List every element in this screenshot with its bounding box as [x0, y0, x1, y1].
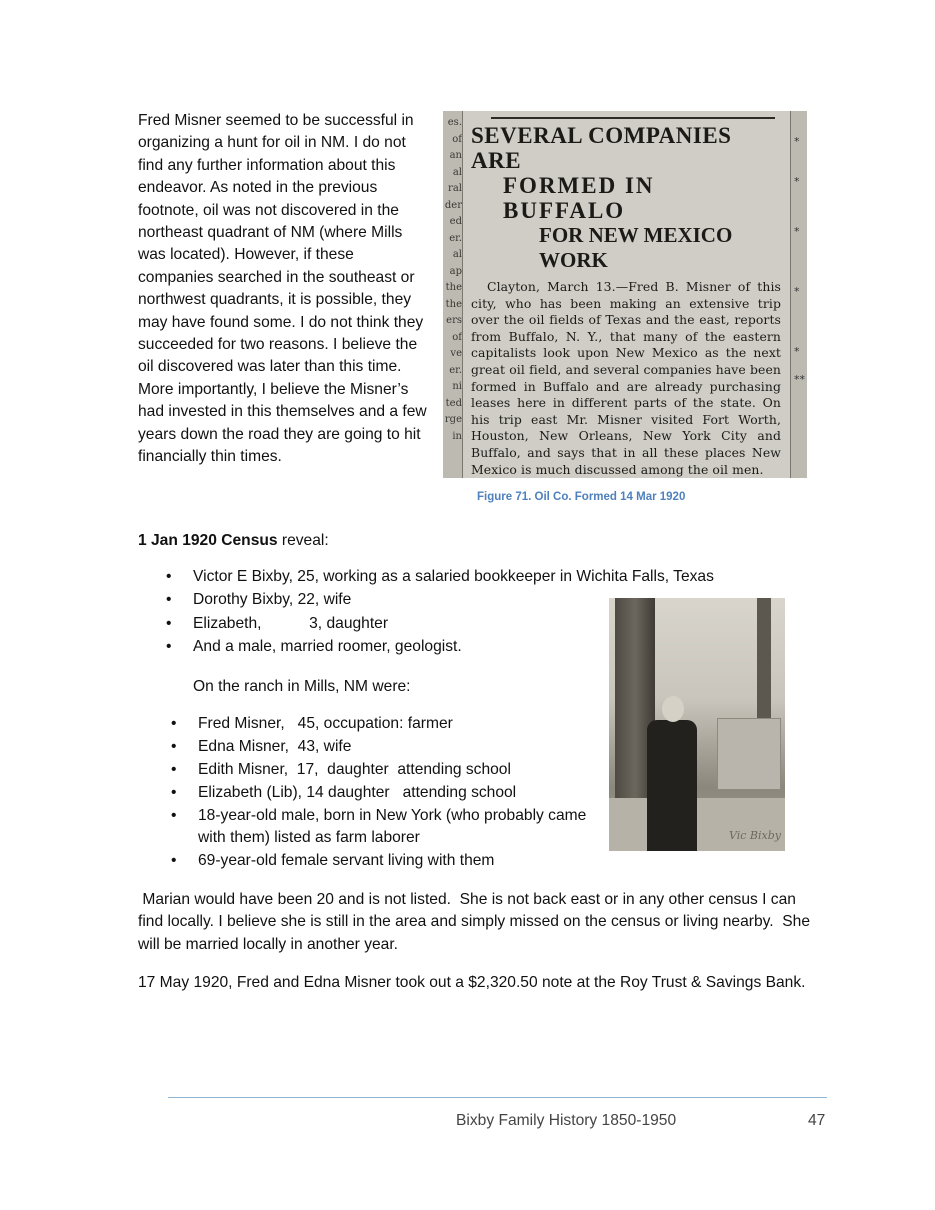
photo-person-body — [647, 720, 697, 851]
list-item: • Fred Misner, 45, occupation: farmer — [138, 713, 588, 735]
list-item: • Edna Misner, 43, wife — [138, 736, 588, 758]
clipping-rule — [491, 117, 775, 119]
footer-title: Bixby Family History 1850-1950 — [456, 1112, 677, 1129]
adjacent-column-edge-right: * * * * * ** — [790, 111, 807, 478]
photo-house — [717, 718, 781, 790]
census-heading — [138, 530, 329, 552]
clipping-headline-2: FORMED IN BUFFALO — [503, 173, 655, 223]
census-heading-date: 1 Jan 1920 Census — [138, 532, 278, 549]
clipping-headline-3: FOR NEW MEXICO WORK — [539, 223, 733, 272]
list-item: • Elizabeth (Lib), 14 daughter attending school — [138, 782, 588, 804]
list-item: • Victor E Bixby, 25, working as a salaried bookkeeper in Wichita Falls, Texas — [138, 566, 798, 589]
ranch-list — [138, 713, 588, 873]
marian-paragraph: Marian would have been 20 and is not listed. She is not back east or in any other census I can find locally. I believe she is still in the area and simply missed on the census or living nearby. She will be married locally in another year. — [138, 891, 815, 953]
list-item: • Dorothy Bixby, 22, wife — [138, 589, 798, 612]
photo-person-head — [662, 696, 684, 722]
portrait-photo — [609, 598, 785, 851]
clipping-headline-1: SEVERAL COMPANIES ARE — [471, 123, 732, 173]
clipping-body: Clayton, March 13.—Fred B. Misner of this city, who has been making an extensive trip over the oil fields of Texas and the east, reports from Buffalo, N. Y., that many of the eastern capitalists look upon New Mexico as the next great oil field, and several companies have been formed in Buffalo and are already purchasing leases here in different parts of the state. On his trip east Mr. Misner visited Fort Worth, Houston, New Orleans, New York City and Buffalo, and says that in all these places New Mexico is much discussed among the oil men. — [471, 279, 781, 477]
note-paragraph: 17 May 1920, Fred and Edna Misner took out a $2,320.50 note at the Roy Trust & Savings Bank. — [138, 974, 806, 991]
intro-paragraph: Fred Misner seemed to be successful in organizing a hunt for oil in NM. I do not find any further information about this endeavor. As noted in the previous footnote, oil was not discovered in the northeast quadrant of NM (where Mills was located). However, if these companies searched in the southeast or northwest quadrants, it is possible, they may have found some. I do not think they succeeded for two reasons. I believe the oil discovered was later than this time. More importantly, I believe the Misner’s had invested in this themselves and a few years down the road they are going to hit financially thin times. — [138, 112, 427, 466]
newspaper-clipping — [443, 111, 807, 478]
list-item: • Edith Misner, 17, daughter attending school — [138, 759, 588, 781]
census-heading-rest: reveal: — [277, 532, 329, 549]
list-item: • 69-year-old female servant living with them — [138, 850, 588, 872]
figure-caption: Figure 71. Oil Co. Formed 14 Mar 1920 — [477, 491, 686, 503]
list-item: • Elizabeth, 3, daughter — [138, 613, 798, 636]
list-item: • 18-year-old male, born in New York (who probably came with them) listed as farm laborer — [138, 805, 588, 850]
page-number: 47 — [808, 1112, 826, 1129]
footer-rule — [168, 1097, 827, 1098]
adjacent-column-edge: es. of an al ral der ed er. al ap the the ers of ve er. ni ted rge in — [443, 111, 463, 478]
photo-inscription: Vic Bixby — [729, 828, 781, 842]
ranch-intro: On the ranch in Mills, NM were: — [193, 678, 411, 695]
list-item: • And a male, married roomer, geologist. — [138, 636, 798, 659]
